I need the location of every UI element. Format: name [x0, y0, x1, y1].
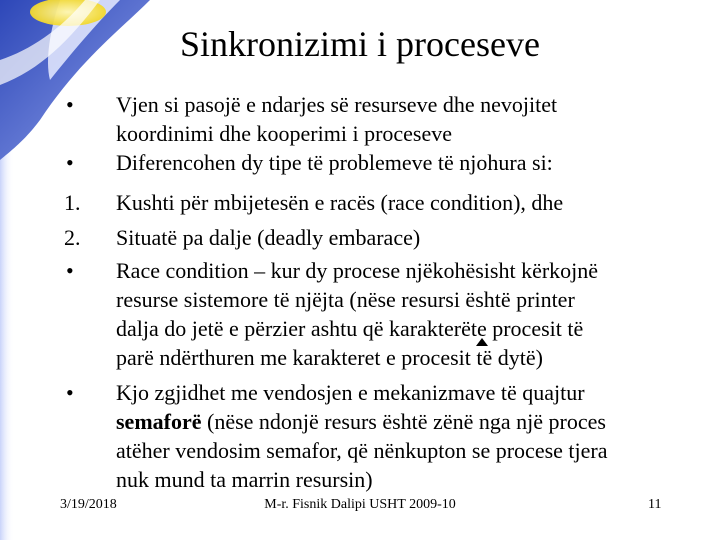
bullet-line: parë ndërthuren me karakteret e procesit të dytë)	[116, 345, 543, 370]
bullet-line-rest: (nëse ndonjë resurs është zënë nga një proces	[201, 409, 606, 434]
bullet-line: dalja do jetë e përzier ashtu që karakterëte procesit të	[116, 316, 584, 341]
pointer-mark	[476, 338, 488, 346]
slide-title: Sinkronizimi i proceseve	[180, 24, 540, 64]
bullet-marker: •	[66, 380, 74, 405]
bullet-line: resurse sistemore të njëjta (nëse resursi është printer	[116, 287, 575, 312]
bullet-line: Situatë pa dalje (deadly embarace)	[116, 225, 421, 250]
bullet-line: Kjo zgjidhet me vendosjen e mekanizmave të quajtur	[116, 380, 585, 405]
footer-page-number: 11	[648, 497, 662, 512]
bold-term: semaforë	[116, 409, 202, 434]
bullet-line: koordinimi dhe kooperimi i proceseve	[116, 121, 453, 146]
bullet-line-with-bold	[116, 407, 676, 436]
bullet-marker: •	[66, 258, 74, 283]
footer-author: M-r. Fisnik Dalipi USHT 2009-10	[264, 497, 456, 512]
bullet-line: Kushti për mbijetesën e racës (race condition), dhe	[116, 190, 564, 215]
bullet-line: Race condition – kur dy procese njëkohësisht kërkojnë	[116, 258, 599, 283]
bullet-line: Diferencohen dy tipe të problemeve të njohura si:	[116, 150, 553, 175]
bullet-line: Vjen si pasojë e ndarjes së resurseve dhe nevojitet	[116, 92, 558, 117]
number-marker: 2.	[64, 225, 81, 250]
bullet-marker: •	[66, 150, 74, 175]
bullet-line: nuk mund ta marrin resursin)	[116, 467, 373, 492]
bullet-marker: •	[66, 92, 74, 117]
number-marker: 1.	[64, 190, 81, 215]
footer-date: 3/19/2018	[60, 497, 117, 512]
bullet-line: atëher vendosim semafor, që nënkupton se procese tjera	[116, 438, 608, 463]
